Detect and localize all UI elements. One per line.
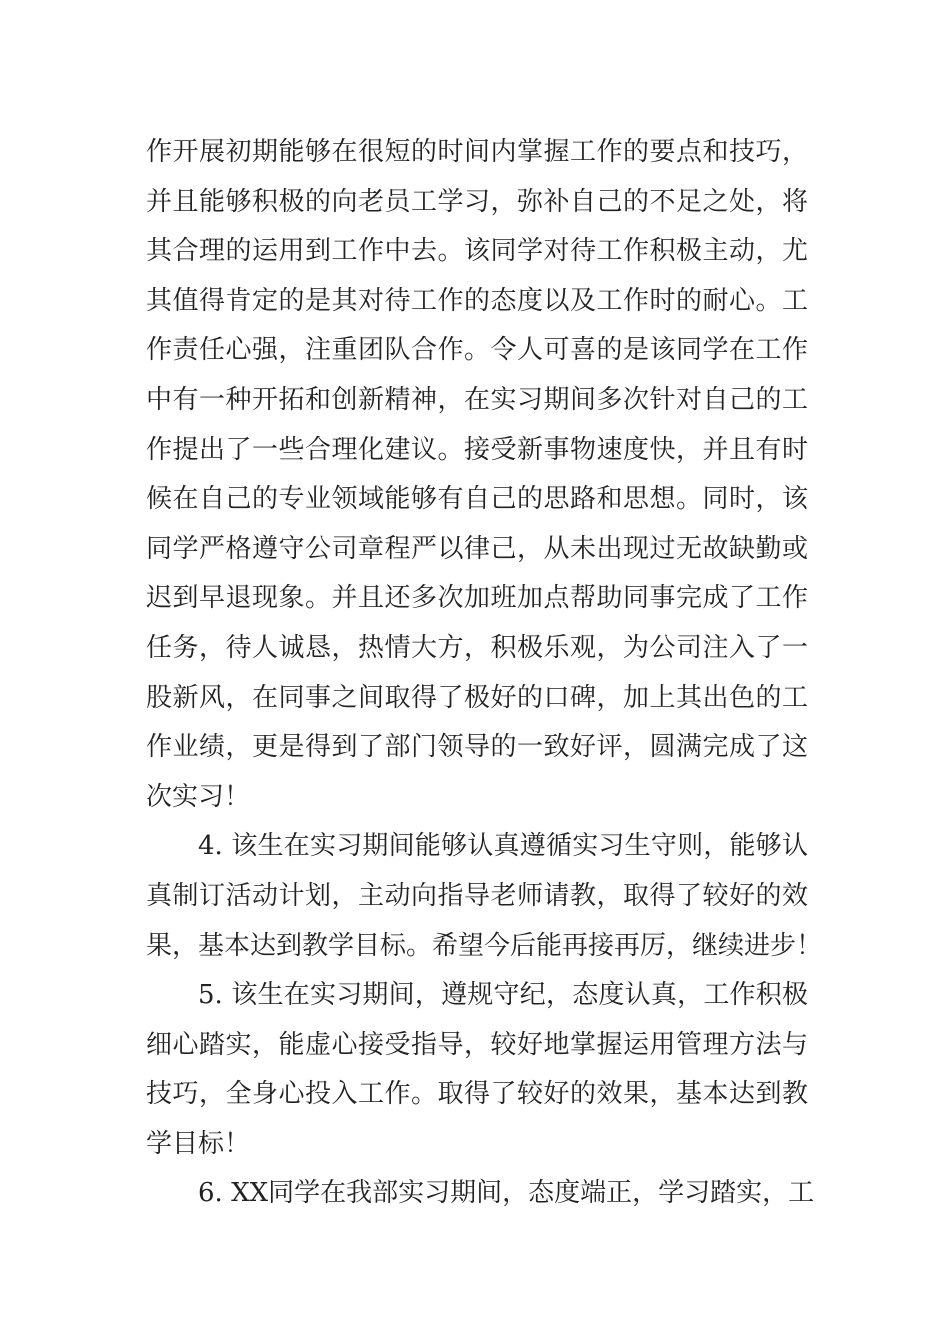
paragraph-start-line: 5. 该生在实习期间，遵规守纪，态度认真，工作积极 [198, 980, 808, 1011]
text-line: 作提出了一些合理化建议。接受新事物速度快，并且有时 [146, 434, 808, 465]
text-line: 并且能够积极的向老员工学习，弥补自己的不足之处，将 [146, 186, 808, 217]
text-line: 候在自己的专业领域能够有自己的思路和思想。同时，该 [146, 484, 808, 515]
text-line: 中有一种开拓和创新精神，在实习期间多次针对自己的工 [146, 384, 808, 415]
text-line: 作责任心强，注重团队合作。令人可喜的是该同学在工作 [146, 335, 808, 366]
text-line: 股新风，在同事之间取得了极好的口碑，加上其出色的工 [146, 682, 808, 713]
text-line: 技巧，全身心投入工作。取得了较好的效果，基本达到教 [146, 1079, 808, 1110]
text-line: 迟到早退现象。并且还多次加班加点帮助同事完成了工作 [146, 583, 808, 614]
text-line: 果，基本达到教学目标。希望今后能再接再厉，继续进步！ [146, 930, 823, 961]
text-line: 任务，待人诚恳，热情大方，积极乐观，为公司注入了一 [146, 632, 808, 663]
text-line: 真制订活动计划，主动向指导老师请教，取得了较好的效 [146, 880, 808, 911]
text-line: 作业绩，更是得到了部门领导的一致好评，圆满完成了这 [146, 732, 808, 763]
text-line: 细心踏实，能虚心接受指导，较好地掌握运用管理方法与 [146, 1029, 808, 1060]
document-body [146, 128, 823, 1219]
text-line: 学目标！ [146, 1128, 251, 1159]
text-line: 其合理的运用到工作中去。该同学对待工作积极主动，尤 [146, 236, 808, 267]
text-line: 同学严格遵守公司章程严以律己，从未出现过无故缺勤或 [146, 533, 808, 564]
paragraph-start-line: 4. 该生在实习期间能够认真遵循实习生守则，能够认 [198, 831, 808, 862]
paragraph-start-line: 6. XX同学在我部实习期间，态度端正，学习踏实，工 [198, 1178, 815, 1209]
text-line: 其值得肯定的是其对待工作的态度以及工作时的耐心。工 [146, 285, 808, 316]
text-line: 作开展初期能够在很短的时间内掌握工作的要点和技巧， [146, 137, 808, 167]
text-line: 次实习！ [146, 781, 251, 812]
